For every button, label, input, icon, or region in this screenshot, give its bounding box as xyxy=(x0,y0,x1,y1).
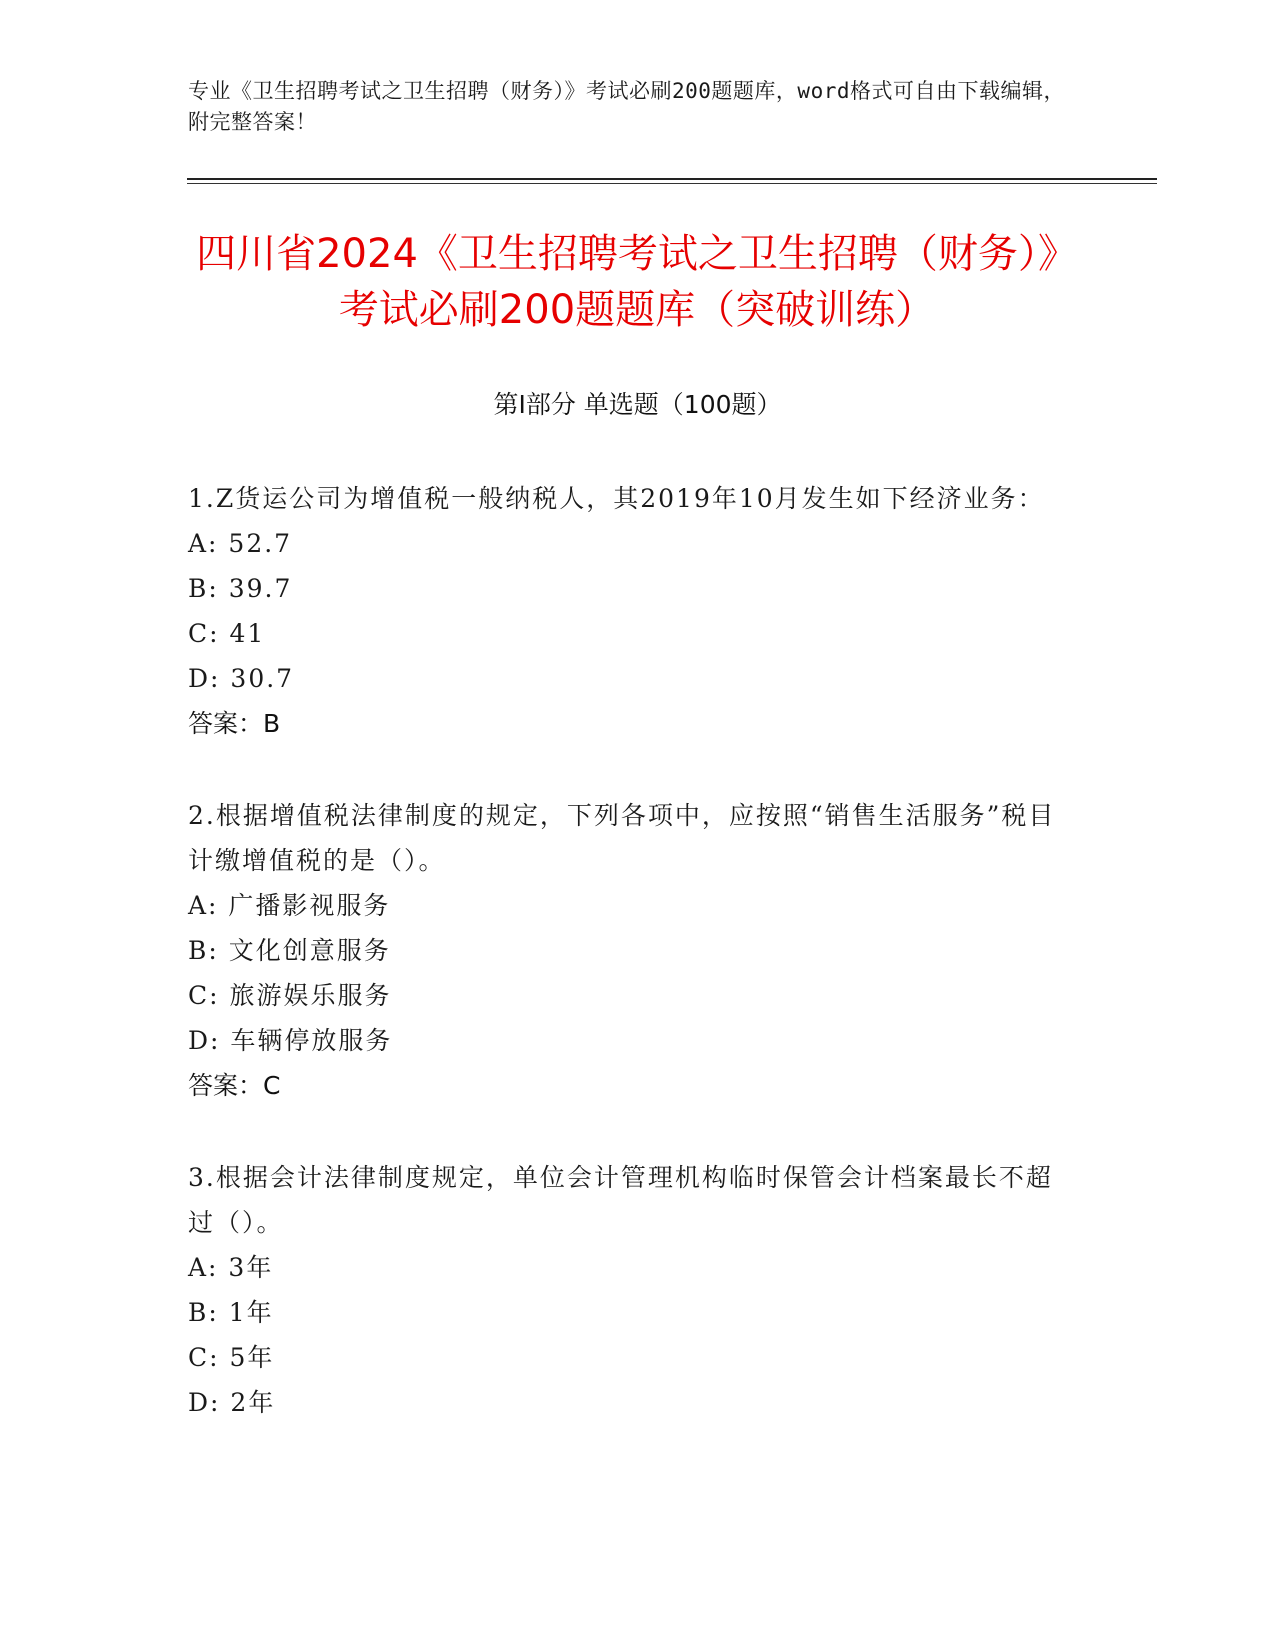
question-stem: 3.根据会计法律制度规定，单位会计管理机构临时保管会计档案最长不超过（）。 xyxy=(188,1163,1053,1237)
question-3 xyxy=(188,1155,1088,1425)
header-divider-thick xyxy=(187,178,1157,180)
option-d: D: 30.7 xyxy=(188,664,295,693)
answer-line: 答案：B xyxy=(188,709,281,738)
option-c: C: 41 xyxy=(188,619,266,648)
section-title: 第I部分 单选题（100题） xyxy=(493,390,782,419)
option-b: B: 39.7 xyxy=(188,574,293,603)
option-a: A: 3年 xyxy=(188,1253,274,1282)
option-b: B: 1年 xyxy=(188,1298,274,1327)
option-b: B: 文化创意服务 xyxy=(188,936,391,965)
option-d: D: 车辆停放服务 xyxy=(188,1026,393,1055)
option-a: A: 52.7 xyxy=(188,529,293,558)
document-title: 四川省2024《卫生招聘考试之卫生招聘（财务）》考试必刷200题题库（突破训练） xyxy=(196,231,1078,333)
question-list xyxy=(188,476,1088,1472)
option-d: D: 2年 xyxy=(188,1388,276,1417)
answer-line: 答案：C xyxy=(188,1071,281,1100)
question-1 xyxy=(188,476,1088,746)
option-c: C: 旅游娱乐服务 xyxy=(188,981,392,1010)
question-stem: 1.Z货运公司为增值税一般纳税人，其2019年10月发生如下经济业务： xyxy=(188,484,1045,513)
header-divider-thin xyxy=(187,183,1157,184)
option-c: C: 5年 xyxy=(188,1343,275,1372)
question-stem: 2.根据增值税法律制度的规定，下列各项中，应按照“销售生活服务”税目计缴增值税的是（）。 xyxy=(188,801,1056,875)
header-note: 专业《卫生招聘考试之卫生招聘（财务）》考试必刷200题题库，word格式可自由下载编辑，附完整答案！ xyxy=(188,79,1065,134)
question-2 xyxy=(188,793,1088,1108)
option-a: A: 广播影视服务 xyxy=(188,891,391,920)
